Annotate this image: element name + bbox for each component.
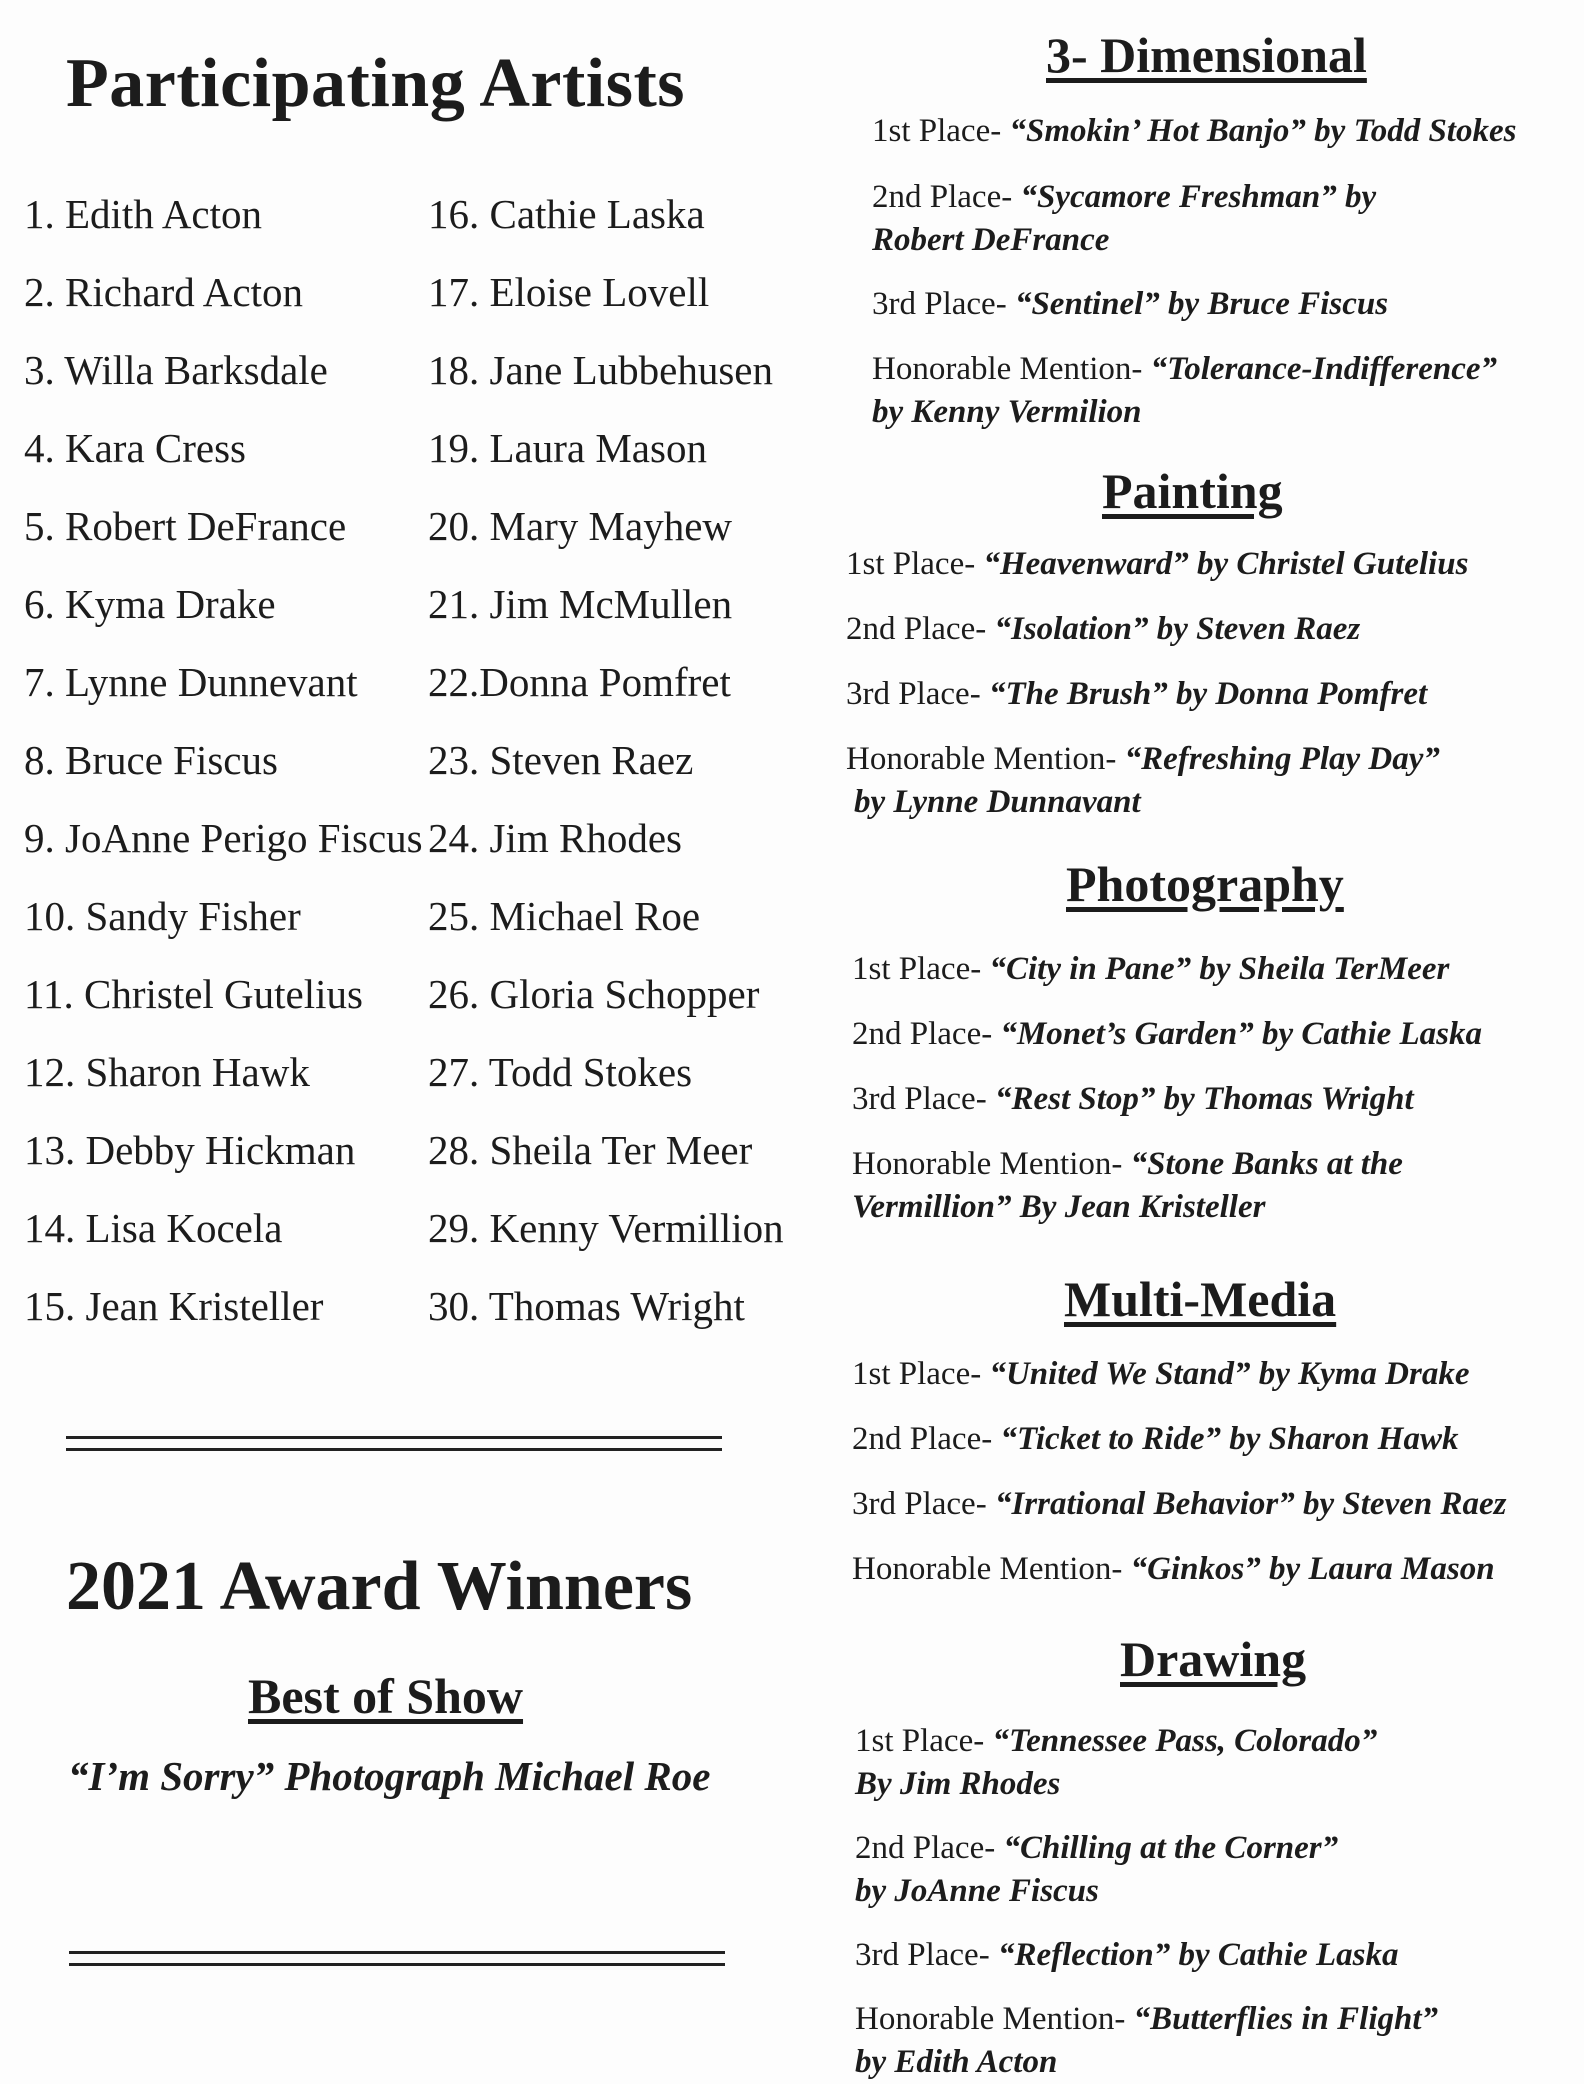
award-place: 3rd Place- — [852, 1486, 995, 1522]
award-photography-first — [852, 948, 1449, 991]
award-work: “Monet’s Garden” by Cathie Laska — [1000, 1016, 1483, 1052]
artist-item: 11. Christel Gutelius — [24, 971, 363, 1017]
artist-item: 12. Sharon Hawk — [24, 1049, 310, 1095]
award-painting-second — [846, 608, 1360, 651]
best-of-show-entry: “I’m Sorry” Photograph Michael Roe — [68, 1753, 711, 1799]
artist-item: 13. Debby Hickman — [24, 1127, 356, 1173]
award-multimedia-third — [852, 1483, 1506, 1526]
award-multimedia-honorable-mention — [852, 1548, 1495, 1591]
artist-item: 28. Sheila Ter Meer — [428, 1127, 753, 1173]
category-heading-drawing: Drawing — [1120, 1631, 1307, 1687]
award-3d-second — [872, 176, 1376, 262]
award-place: 1st Place- — [846, 546, 984, 582]
category-heading-painting: Painting — [1102, 463, 1283, 519]
award-place: Honorable Mention- — [852, 1551, 1131, 1587]
award-drawing-honorable-mention — [855, 1998, 1438, 2084]
award-multimedia-second — [852, 1418, 1459, 1461]
artist-item: 21. Jim McMullen — [428, 581, 733, 627]
award-artist: by JoAnne Fiscus — [855, 1873, 1099, 1909]
award-3d-honorable-mention — [872, 348, 1497, 434]
artist-item: 1. Edith Acton — [24, 191, 263, 237]
award-place: 2nd Place- — [872, 179, 1021, 215]
award-3d-third — [872, 283, 1388, 326]
award-work: “The Brush” by Donna Pomfret — [988, 676, 1428, 712]
award-multimedia-first — [852, 1353, 1470, 1396]
award-work: “Chilling at the Corner” — [1003, 1830, 1339, 1866]
award-work: “Isolation” by Steven Raez — [994, 611, 1361, 647]
artist-item: 23. Steven Raez — [428, 737, 694, 783]
award-artist: by Kenny Vermilion — [872, 394, 1142, 430]
award-work: “Refreshing Play Day” — [1124, 741, 1440, 777]
award-work: “United We Stand” by Kyma Drake — [989, 1356, 1470, 1392]
award-place: 3rd Place- — [846, 676, 989, 712]
award-3d-first — [872, 110, 1516, 153]
award-artist: Robert DeFrance — [872, 222, 1110, 258]
award-drawing-third — [855, 1934, 1399, 1977]
award-artist: Vermillion” By Jean Kristeller — [852, 1189, 1266, 1225]
award-work: “Irrational Behavior” by Steven Raez — [994, 1486, 1507, 1522]
artist-item: 3. Willa Barksdale — [24, 347, 328, 393]
category-heading-photography: Photography — [1066, 856, 1344, 912]
artist-item: 19. Laura Mason — [428, 425, 707, 471]
award-artist: By Jim Rhodes — [855, 1766, 1061, 1802]
award-photography-third — [852, 1078, 1414, 1121]
award-painting-first — [846, 543, 1468, 586]
award-place: Honorable Mention- — [852, 1146, 1131, 1182]
award-place: 1st Place- — [852, 951, 990, 987]
award-drawing-second — [855, 1827, 1338, 1913]
artist-item: 8. Bruce Fiscus — [24, 737, 278, 783]
award-photography-honorable-mention — [852, 1143, 1403, 1229]
award-work: “Reflection” by Cathie Laska — [997, 1937, 1399, 1973]
category-heading-3d: 3- Dimensional — [1046, 27, 1367, 83]
double-rule-divider — [66, 1436, 722, 1451]
award-place: Honorable Mention- — [855, 2001, 1134, 2037]
artist-item: 2. Richard Acton — [24, 269, 303, 315]
artist-item: 25. Michael Roe — [428, 893, 701, 939]
artist-item: 29. Kenny Vermillion — [428, 1205, 784, 1251]
award-place: 3rd Place- — [872, 286, 1015, 322]
award-place: 1st Place- — [872, 113, 1010, 149]
award-work: “Stone Banks at the — [1130, 1146, 1403, 1182]
artist-item: 20. Mary Mayhew — [428, 503, 733, 549]
artist-item: 24. Jim Rhodes — [428, 815, 682, 861]
award-painting-third — [846, 673, 1427, 716]
award-work: “Heavenward” by Christel Gutelius — [983, 546, 1469, 582]
artist-item: 22.Donna Pomfret — [428, 659, 731, 705]
artist-item: 6. Kyma Drake — [24, 581, 276, 627]
artist-item: 4. Kara Cress — [24, 425, 247, 471]
award-place: 3rd Place- — [852, 1081, 995, 1117]
artist-item: 16. Cathie Laska — [428, 191, 705, 237]
award-place: Honorable Mention- — [846, 741, 1125, 777]
double-rule-divider — [69, 1951, 725, 1966]
artist-list-column-1 — [24, 184, 423, 1354]
award-work: “Smokin’ Hot Banjo” by Todd Stokes — [1009, 113, 1517, 149]
award-artist: by Edith Acton — [855, 2044, 1058, 2080]
best-of-show-heading: Best of Show — [248, 1668, 524, 1724]
award-place: 2nd Place- — [852, 1016, 1001, 1052]
award-place: 2nd Place- — [852, 1421, 1001, 1457]
award-work: “Tennessee Pass, Colorado” — [992, 1723, 1378, 1759]
award-place: 3rd Place- — [855, 1937, 998, 1973]
award-work: “Sycamore Freshman” by — [1020, 179, 1377, 215]
artist-item: 7. Lynne Dunnevant — [24, 659, 358, 705]
artist-list-column-2 — [428, 184, 784, 1354]
award-photography-second — [852, 1013, 1482, 1056]
award-work: “City in Pane” by Sheila TerMeer — [989, 951, 1450, 987]
artist-item: 27. Todd Stokes — [428, 1049, 693, 1095]
participating-artists-title: Participating Artists — [66, 45, 686, 122]
award-painting-honorable-mention — [846, 738, 1440, 824]
award-place: 1st Place- — [855, 1723, 993, 1759]
artist-item: 26. Gloria Schopper — [428, 971, 760, 1017]
award-work: “Tolerance-Indifference” — [1150, 351, 1498, 387]
artist-item: 14. Lisa Kocela — [24, 1205, 283, 1251]
award-work: “Ticket to Ride” by Sharon Hawk — [1000, 1421, 1459, 1457]
award-work: “Sentinel” by Bruce Fiscus — [1014, 286, 1389, 322]
award-place: 2nd Place- — [846, 611, 995, 647]
award-work: “Butterflies in Flight” — [1133, 2001, 1439, 2037]
award-winners-title: 2021 Award Winners — [66, 1548, 693, 1625]
category-heading-multimedia: Multi-Media — [1064, 1271, 1337, 1327]
award-work: “Ginkos” by Laura Mason — [1130, 1551, 1495, 1587]
award-artist: by Lynne Dunnavant — [854, 784, 1141, 820]
award-place: 2nd Place- — [855, 1830, 1004, 1866]
artist-item: 18. Jane Lubbehusen — [428, 347, 773, 393]
artist-item: 30. Thomas Wright — [428, 1283, 745, 1329]
artist-item: 5. Robert DeFrance — [24, 503, 347, 549]
award-place: 1st Place- — [852, 1356, 990, 1392]
award-work: “Rest Stop” by Thomas Wright — [994, 1081, 1414, 1117]
award-drawing-first — [855, 1720, 1377, 1806]
artist-item: 17. Eloise Lovell — [428, 269, 710, 315]
artist-item: 10. Sandy Fisher — [24, 893, 301, 939]
award-place: Honorable Mention- — [872, 351, 1151, 387]
artist-item: 9. JoAnne Perigo Fiscus — [24, 815, 423, 861]
artist-item: 15. Jean Kristeller — [24, 1283, 324, 1329]
